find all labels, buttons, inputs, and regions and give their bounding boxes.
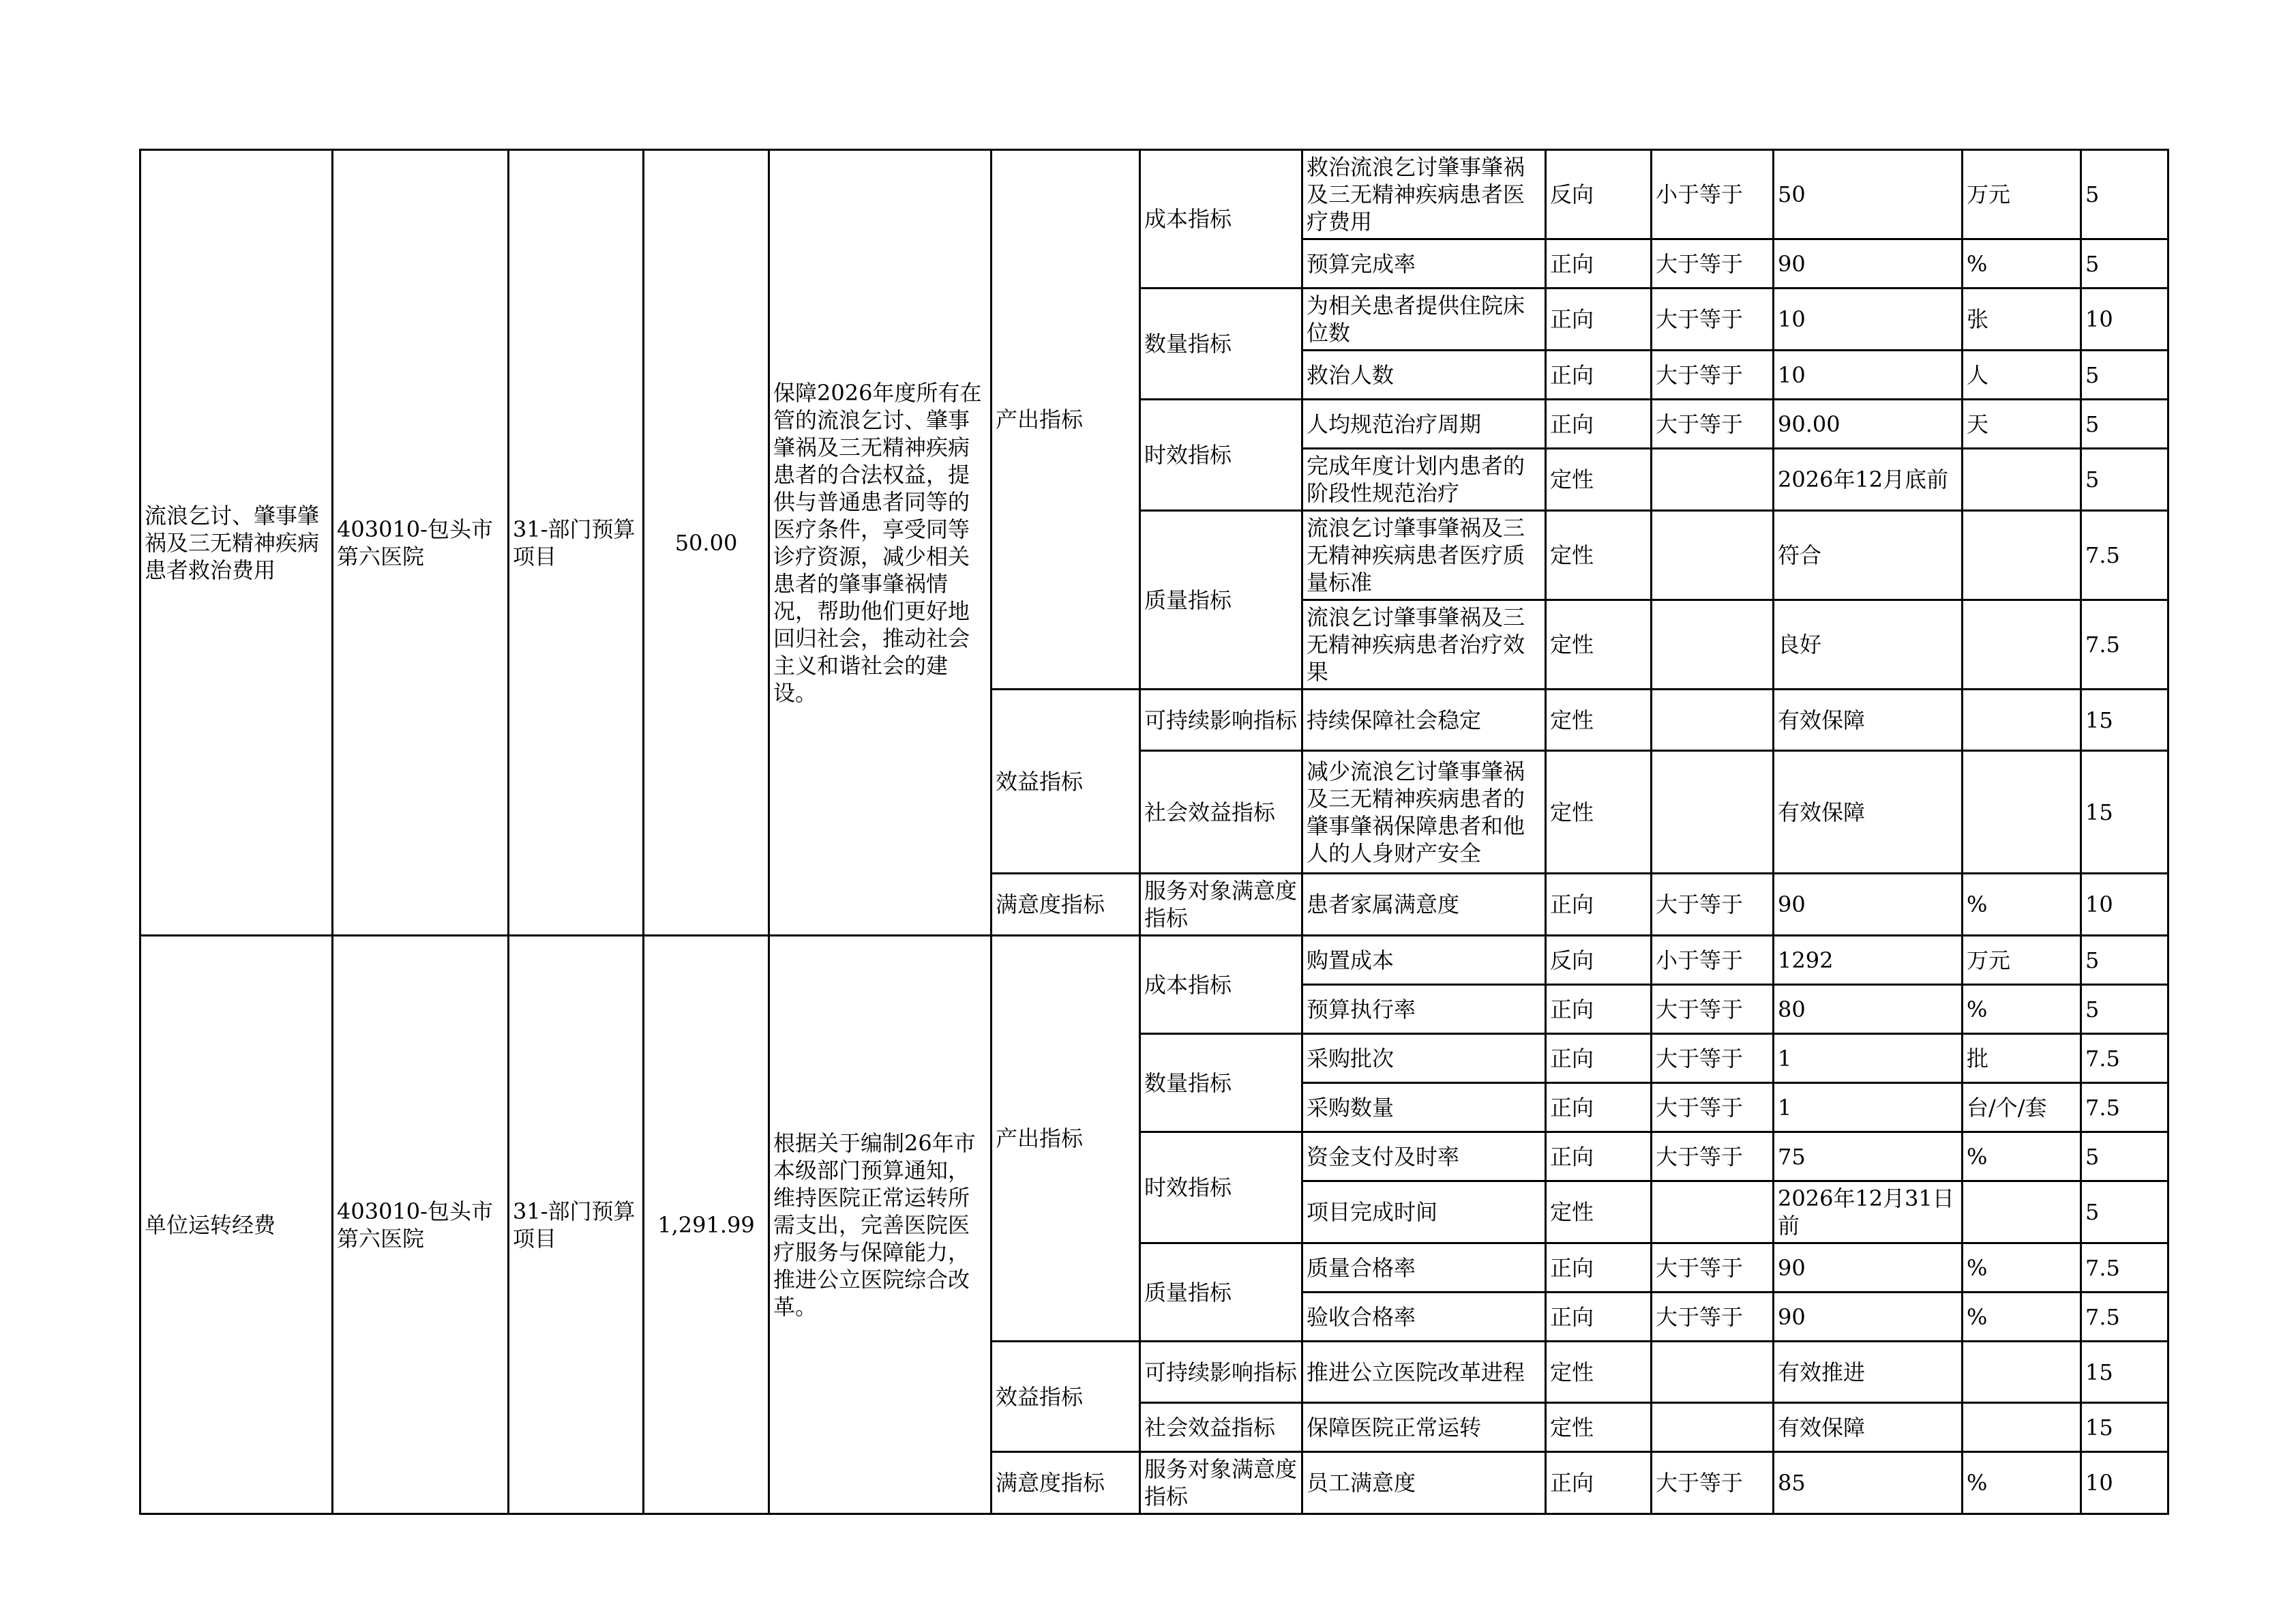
measure-unit-cell: %	[1963, 874, 2081, 936]
weight-cell: 5	[2081, 1181, 2168, 1243]
indicator-name-cell: 购置成本	[1302, 936, 1546, 985]
indicator-name-cell: 流浪乞讨肇事肇祸及三无精神疾病患者治疗效果	[1302, 600, 1546, 690]
level1-indicator-cell: 效益指标	[992, 690, 1140, 874]
comparison-operator-cell	[1652, 449, 1774, 511]
indicator-direction-cell: 定性	[1546, 449, 1652, 511]
indicator-name-cell: 人均规范治疗周期	[1302, 400, 1546, 449]
measure-unit-cell: %	[1963, 1132, 2081, 1181]
comparison-operator-cell: 大于等于	[1652, 985, 1774, 1034]
level2-indicator-cell: 社会效益指标	[1140, 751, 1302, 874]
weight-cell: 5	[2081, 449, 2168, 511]
project-name-cell: 单位运转经费	[140, 936, 333, 1514]
weight-cell: 5	[2081, 985, 2168, 1034]
weight-cell: 7.5	[2081, 600, 2168, 690]
indicator-direction-cell: 定性	[1546, 1403, 1652, 1452]
level1-indicator-cell: 产出指标	[992, 150, 1140, 690]
target-value-cell: 75	[1774, 1132, 1963, 1181]
measure-unit-cell: 万元	[1963, 150, 2081, 239]
measure-unit-cell: %	[1963, 1452, 2081, 1514]
comparison-operator-cell	[1652, 600, 1774, 690]
indicator-name-cell: 预算执行率	[1302, 985, 1546, 1034]
indicator-direction-cell: 定性	[1546, 690, 1652, 751]
level2-indicator-cell: 数量指标	[1140, 1034, 1302, 1132]
measure-unit-cell	[1963, 1181, 2081, 1243]
project-type-cell: 31-部门预算项目	[509, 936, 644, 1514]
target-value-cell: 90	[1774, 239, 1963, 289]
comparison-operator-cell	[1652, 511, 1774, 600]
target-value-cell: 85	[1774, 1452, 1963, 1514]
comparison-operator-cell: 大于等于	[1652, 289, 1774, 351]
comparison-operator-cell	[1652, 751, 1774, 874]
measure-unit-cell: 万元	[1963, 936, 2081, 985]
indicator-name-cell: 为相关患者提供住院床位数	[1302, 289, 1546, 351]
comparison-operator-cell	[1652, 690, 1774, 751]
measure-unit-cell: 天	[1963, 400, 2081, 449]
indicator-direction-cell: 正向	[1546, 400, 1652, 449]
performance-goal-cell: 根据关于编制26年市本级部门预算通知，维持医院正常运转所需支出，完善医院医疗服务与保障能力，推进公立医院综合改革。	[769, 936, 992, 1514]
comparison-operator-cell: 小于等于	[1652, 150, 1774, 239]
weight-cell: 5	[2081, 400, 2168, 449]
indicator-name-cell: 减少流浪乞讨肇事肇祸及三无精神疾病患者的肇事肇祸保障患者和他人的人身财产安全	[1302, 751, 1546, 874]
measure-unit-cell: %	[1963, 1243, 2081, 1293]
weight-cell: 7.5	[2081, 1243, 2168, 1293]
level2-indicator-cell: 质量指标	[1140, 511, 1302, 690]
measure-unit-cell	[1963, 511, 2081, 600]
indicator-direction-cell: 反向	[1546, 936, 1652, 985]
indicator-direction-cell: 正向	[1546, 1452, 1652, 1514]
target-value-cell: 有效推进	[1774, 1342, 1963, 1403]
department-cell: 403010-包头市第六医院	[333, 150, 509, 936]
target-value-cell: 80	[1774, 985, 1963, 1034]
comparison-operator-cell: 大于等于	[1652, 1034, 1774, 1083]
indicator-name-cell: 推进公立医院改革进程	[1302, 1342, 1546, 1403]
level2-indicator-cell: 服务对象满意度指标	[1140, 874, 1302, 936]
weight-cell: 15	[2081, 1342, 2168, 1403]
indicator-name-cell: 救治流浪乞讨肇事肇祸及三无精神疾病患者医疗费用	[1302, 150, 1546, 239]
level2-indicator-cell: 时效指标	[1140, 1132, 1302, 1243]
indicator-direction-cell: 正向	[1546, 1132, 1652, 1181]
target-value-cell: 2026年12月底前	[1774, 449, 1963, 511]
comparison-operator-cell: 大于等于	[1652, 400, 1774, 449]
weight-cell: 5	[2081, 936, 2168, 985]
weight-cell: 7.5	[2081, 1083, 2168, 1132]
amount-cell: 1,291.99	[644, 936, 769, 1514]
indicator-name-cell: 项目完成时间	[1302, 1181, 1546, 1243]
indicator-direction-cell: 正向	[1546, 289, 1652, 351]
measure-unit-cell	[1963, 600, 2081, 690]
weight-cell: 10	[2081, 874, 2168, 936]
comparison-operator-cell	[1652, 1403, 1774, 1452]
table-row	[140, 936, 2168, 985]
weight-cell: 5	[2081, 1132, 2168, 1181]
weight-cell: 15	[2081, 751, 2168, 874]
comparison-operator-cell	[1652, 1181, 1774, 1243]
measure-unit-cell	[1963, 449, 2081, 511]
target-value-cell: 2026年12月31日前	[1774, 1181, 1963, 1243]
target-value-cell: 10	[1774, 289, 1963, 351]
table-row	[140, 150, 2168, 239]
comparison-operator-cell: 大于等于	[1652, 1132, 1774, 1181]
weight-cell: 7.5	[2081, 511, 2168, 600]
indicator-name-cell: 保障医院正常运转	[1302, 1403, 1546, 1452]
target-value-cell: 有效保障	[1774, 1403, 1963, 1452]
target-value-cell: 1	[1774, 1083, 1963, 1132]
comparison-operator-cell: 大于等于	[1652, 874, 1774, 936]
indicator-name-cell: 完成年度计划内患者的阶段性规范治疗	[1302, 449, 1546, 511]
target-value-cell: 有效保障	[1774, 690, 1963, 751]
measure-unit-cell: 人	[1963, 351, 2081, 400]
measure-unit-cell: 张	[1963, 289, 2081, 351]
comparison-operator-cell	[1652, 1342, 1774, 1403]
target-value-cell: 90	[1774, 1243, 1963, 1293]
comparison-operator-cell: 大于等于	[1652, 1243, 1774, 1293]
indicator-direction-cell: 定性	[1546, 511, 1652, 600]
weight-cell: 10	[2081, 1452, 2168, 1514]
level2-indicator-cell: 成本指标	[1140, 150, 1302, 289]
comparison-operator-cell: 大于等于	[1652, 1293, 1774, 1342]
performance-goal-cell: 保障2026年度所有在管的流浪乞讨、肇事肇祸及三无精神疾病患者的合法权益，提供与普通患者同等的医疗条件，享受同等诊疗资源，减少相关患者的肇事肇祸情况，帮助他们更好地回归社会，推动社会主义和谐社会的建设。	[769, 150, 992, 936]
weight-cell: 5	[2081, 351, 2168, 400]
target-value-cell: 1292	[1774, 936, 1963, 985]
level2-indicator-cell: 可持续影响指标	[1140, 690, 1302, 751]
measure-unit-cell	[1963, 751, 2081, 874]
measure-unit-cell: 台/个/套	[1963, 1083, 2081, 1132]
comparison-operator-cell: 大于等于	[1652, 1452, 1774, 1514]
level1-indicator-cell: 满意度指标	[992, 1452, 1140, 1514]
indicator-direction-cell: 正向	[1546, 1034, 1652, 1083]
indicator-name-cell: 患者家属满意度	[1302, 874, 1546, 936]
level2-indicator-cell: 质量指标	[1140, 1243, 1302, 1342]
indicator-name-cell: 采购数量	[1302, 1083, 1546, 1132]
indicator-direction-cell: 反向	[1546, 150, 1652, 239]
level2-indicator-cell: 社会效益指标	[1140, 1403, 1302, 1452]
indicator-name-cell: 救治人数	[1302, 351, 1546, 400]
target-value-cell: 90	[1774, 1293, 1963, 1342]
level2-indicator-cell: 可持续影响指标	[1140, 1342, 1302, 1403]
target-value-cell: 有效保障	[1774, 751, 1963, 874]
level1-indicator-cell: 效益指标	[992, 1342, 1140, 1452]
indicator-direction-cell: 正向	[1546, 874, 1652, 936]
target-value-cell: 90	[1774, 874, 1963, 936]
target-value-cell: 50	[1774, 150, 1963, 239]
comparison-operator-cell: 大于等于	[1652, 239, 1774, 289]
indicator-name-cell: 资金支付及时率	[1302, 1132, 1546, 1181]
target-value-cell: 良好	[1774, 600, 1963, 690]
comparison-operator-cell: 小于等于	[1652, 936, 1774, 985]
weight-cell: 15	[2081, 690, 2168, 751]
indicator-direction-cell: 定性	[1546, 1342, 1652, 1403]
measure-unit-cell: 批	[1963, 1034, 2081, 1083]
weight-cell: 10	[2081, 289, 2168, 351]
measure-unit-cell	[1963, 1342, 2081, 1403]
level2-indicator-cell: 时效指标	[1140, 400, 1302, 511]
weight-cell: 7.5	[2081, 1293, 2168, 1342]
indicator-direction-cell: 正向	[1546, 1083, 1652, 1132]
indicator-name-cell: 流浪乞讨肇事肇祸及三无精神疾病患者医疗质量标准	[1302, 511, 1546, 600]
weight-cell: 5	[2081, 150, 2168, 239]
measure-unit-cell: %	[1963, 239, 2081, 289]
indicator-direction-cell: 正向	[1546, 985, 1652, 1034]
indicator-direction-cell: 正向	[1546, 239, 1652, 289]
indicator-direction-cell: 定性	[1546, 751, 1652, 874]
target-value-cell: 90.00	[1774, 400, 1963, 449]
indicator-direction-cell: 定性	[1546, 600, 1652, 690]
measure-unit-cell	[1963, 1403, 2081, 1452]
target-value-cell: 1	[1774, 1034, 1963, 1083]
amount-cell: 50.00	[644, 150, 769, 936]
indicator-name-cell: 质量合格率	[1302, 1243, 1546, 1293]
indicator-direction-cell: 正向	[1546, 351, 1652, 400]
indicator-direction-cell: 正向	[1546, 1243, 1652, 1293]
level2-indicator-cell: 成本指标	[1140, 936, 1302, 1034]
weight-cell: 7.5	[2081, 1034, 2168, 1083]
measure-unit-cell	[1963, 690, 2081, 751]
level2-indicator-cell: 数量指标	[1140, 289, 1302, 400]
indicator-name-cell: 采购批次	[1302, 1034, 1546, 1083]
target-value-cell: 符合	[1774, 511, 1963, 600]
level1-indicator-cell: 产出指标	[992, 936, 1140, 1342]
indicator-name-cell: 持续保障社会稳定	[1302, 690, 1546, 751]
department-cell: 403010-包头市第六医院	[333, 936, 509, 1514]
level2-indicator-cell: 服务对象满意度指标	[1140, 1452, 1302, 1514]
project-type-cell: 31-部门预算项目	[509, 150, 644, 936]
comparison-operator-cell: 大于等于	[1652, 351, 1774, 400]
indicator-name-cell: 员工满意度	[1302, 1452, 1546, 1514]
indicator-direction-cell: 正向	[1546, 1293, 1652, 1342]
indicator-direction-cell: 定性	[1546, 1181, 1652, 1243]
target-value-cell: 10	[1774, 351, 1963, 400]
indicator-table	[139, 149, 2169, 1515]
comparison-operator-cell: 大于等于	[1652, 1083, 1774, 1132]
indicator-name-cell: 验收合格率	[1302, 1293, 1546, 1342]
weight-cell: 5	[2081, 239, 2168, 289]
project-name-cell: 流浪乞讨、肇事肇祸及三无精神疾病患者救治费用	[140, 150, 333, 936]
measure-unit-cell: %	[1963, 985, 2081, 1034]
indicator-name-cell: 预算完成率	[1302, 239, 1546, 289]
weight-cell: 15	[2081, 1403, 2168, 1452]
level1-indicator-cell: 满意度指标	[992, 874, 1140, 936]
measure-unit-cell: %	[1963, 1293, 2081, 1342]
